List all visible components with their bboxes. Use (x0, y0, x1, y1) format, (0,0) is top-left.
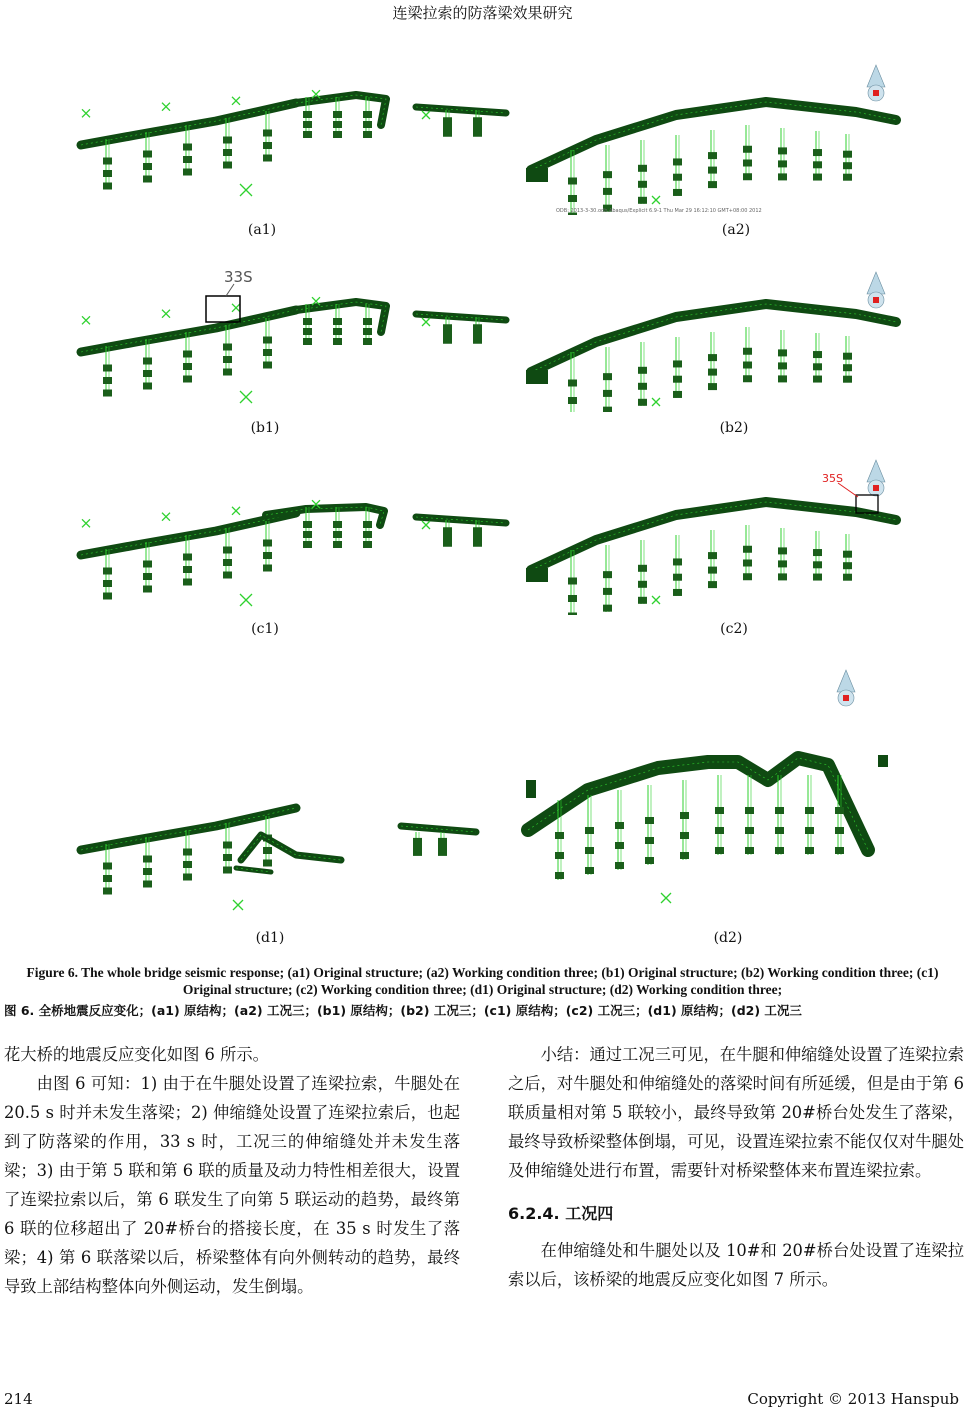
pier-block (745, 847, 754, 854)
pier-block (843, 551, 852, 558)
pier-block (143, 561, 152, 568)
pier-block (473, 337, 482, 344)
pier-block (473, 331, 482, 338)
bridge-model-a2 (516, 55, 906, 215)
pier-block (843, 162, 852, 169)
support-marker (162, 513, 170, 521)
pier-block (615, 842, 624, 849)
pier-block (223, 547, 232, 554)
pier-block (363, 328, 372, 335)
copyright-notice: Copyright © 2013 Hanspub (747, 1390, 959, 1408)
pier-block (673, 574, 682, 581)
pier-block (835, 847, 844, 854)
pier-block (103, 888, 112, 895)
figure-caption-chinese: 图 6. 全桥地震反应变化；(a1) 原结构；(a2) 工况三；(b1) 原结构；(b2) 工况三；(c1) 原结构；(c2) 工况三；(d1) 原结构；(d2) 工况三 (4, 1003, 802, 1018)
pier-block (333, 121, 342, 128)
pier-block (303, 131, 312, 138)
pier-block (443, 324, 452, 331)
pier-block (778, 349, 787, 356)
pier-block (708, 552, 717, 559)
pier-block (813, 149, 822, 156)
pier-block (183, 861, 192, 868)
pier-block (805, 847, 814, 854)
pier-block (638, 181, 647, 188)
pier-block (103, 390, 112, 397)
pier-block (615, 822, 624, 829)
support-marker (232, 304, 240, 312)
pier-block (303, 541, 312, 548)
pier-block (263, 130, 272, 137)
pier-block (363, 131, 372, 138)
pier-block (183, 156, 192, 163)
pier-block (673, 589, 682, 596)
abutment (526, 568, 548, 582)
pier-block (843, 376, 852, 383)
pier-block (585, 827, 594, 834)
pier-block (673, 189, 682, 196)
pier-block (638, 399, 647, 406)
support-marker (240, 184, 252, 196)
pier-block (743, 160, 752, 167)
pier-block (363, 338, 372, 345)
pier-block (473, 527, 482, 534)
pier-block (673, 558, 682, 565)
paragraph: 由图 6 可知：1) 由于在牛腿处设置了连梁拉索，牛腿处在 20.5 s 时并未发生落梁；2) 伸缩缝处设置了连梁拉索后，也起到了防落梁的作用，33 s 时，工况三的伸缩缝处并未发生落梁；3) 由于第 5 联和第 6 联的质量及动力特性相差很大，设置了连梁拉索以后，第 6 联发生了向第 5 联运动的趋势，最终第 6 联的位移超出了 20#桥台的搭接长度，在 35 s 时发生了落梁；4) 第 6 联落梁以后，桥梁整体有向外侧转动的趋势，最终导致上部结构整体向外侧运动，发生倒塌。 (4, 1074, 460, 1296)
pier-block (183, 566, 192, 573)
pier-block (443, 337, 452, 344)
pier-block (333, 318, 342, 325)
pier-block (843, 562, 852, 569)
pier-block (103, 377, 112, 384)
pier-block (638, 197, 647, 204)
support-marker (233, 900, 243, 910)
pier-block (473, 130, 482, 137)
marker-leader-line (838, 483, 858, 497)
pier-block (263, 349, 272, 356)
pier-block (835, 827, 844, 834)
pier-block (143, 573, 152, 580)
figure-caption-english: Figure 6. The whole bridge seismic response; (a1) Original structure; (a2) Working condition three; (b1) Original structure; (b2) Working condition three; (c1) Original structure; (c2) Working condition three; (d1) Original structure; (d2) Working condition three; (26, 965, 939, 997)
pier-block (568, 380, 577, 387)
abutment (878, 755, 888, 767)
pier-block (835, 807, 844, 814)
pier-block (673, 391, 682, 398)
pier-block (708, 354, 717, 361)
pier-block (843, 353, 852, 360)
pier-block (708, 383, 717, 390)
pier-block (263, 142, 272, 149)
bridge-model-d2 (508, 650, 898, 920)
pier-block (363, 111, 372, 118)
pier-block (333, 338, 342, 345)
pier-block (143, 176, 152, 183)
bridge-deck (296, 302, 386, 332)
pier-block (183, 554, 192, 561)
pier-block (743, 173, 752, 180)
pier-block (103, 365, 112, 372)
pier-block (103, 170, 112, 177)
pier-block (813, 561, 822, 568)
pier-block (223, 344, 232, 351)
pier-block (263, 860, 272, 867)
section-heading: 6.2.4. 工况四 (508, 1204, 614, 1223)
paragraph: 小结：通过工况三可见，在牛腿和伸缩缝处设置了连梁拉索之后，对牛腿处和伸缩缝处的落梁时间有所延缓，但是由于第 6 联质量相对第 5 联较小，最终导致第 20#桥台处发生了落梁，最终导致桥梁整体倒塌，可见，设置连梁拉索不能仅仅对牛腿处及伸缩缝处进行布置，需要针对桥梁整体来布置连梁拉索。 (508, 1045, 964, 1180)
abutment (526, 168, 548, 182)
figure-panel-d2 (508, 650, 898, 920)
pier-block (443, 331, 452, 338)
pier-block (645, 817, 654, 824)
pier-block (143, 358, 152, 365)
view-axis-origin (873, 297, 879, 303)
odb-info-text: ODB: 2013-3-30.odb Abaqus/Explicit 6.9-1 Thu Mar 29 16:12:10 GMT+08:00 2012 (556, 208, 762, 214)
pier-block (443, 527, 452, 534)
abutment (526, 370, 548, 384)
support-marker (652, 196, 660, 204)
pier-block (263, 155, 272, 162)
figure-panel-c2 (516, 455, 906, 615)
pier-block (603, 390, 612, 397)
pier-block (223, 867, 232, 874)
bridge-deck (81, 808, 296, 850)
pier-block (708, 181, 717, 188)
pier-block (778, 375, 787, 382)
pier-block (603, 571, 612, 578)
figure-panel-c1 (66, 465, 510, 615)
pier-block (223, 572, 232, 579)
view-axis-triad (867, 272, 885, 294)
pier-block (585, 847, 594, 854)
pier-block (183, 579, 192, 586)
support-marker (232, 507, 240, 515)
pier-block (143, 868, 152, 875)
pier-block (813, 574, 822, 581)
pier-block (743, 560, 752, 567)
pier-block (638, 581, 647, 588)
pier-block (568, 397, 577, 404)
time-marker-33s: 33S (224, 268, 253, 286)
pier-block (303, 318, 312, 325)
abutment (526, 780, 536, 798)
pier-block (333, 111, 342, 118)
pier-block (778, 547, 787, 554)
pier-block (778, 573, 787, 580)
time-marker-35s: 35S (822, 472, 843, 485)
pier-block (143, 370, 152, 377)
pier-block (638, 383, 647, 390)
panel-label-c1: (c1) (251, 621, 279, 637)
pier-block (183, 144, 192, 151)
figure-panel-d1 (66, 800, 496, 920)
panel-label-c2: (c2) (720, 621, 748, 637)
pier-block (778, 173, 787, 180)
pier-block (473, 540, 482, 547)
support-marker (661, 893, 671, 903)
pier-block (615, 862, 624, 869)
pier-block (555, 852, 564, 859)
pier-block (813, 174, 822, 181)
pier-block (183, 849, 192, 856)
pier-block (743, 362, 752, 369)
pier-block (303, 328, 312, 335)
paragraph: 花大桥的地震反应变化如图 6 所示。 (4, 1045, 269, 1064)
pier-block (143, 586, 152, 593)
view-axis-origin (873, 90, 879, 96)
running-header: 连梁拉索的防落梁效果研究 (392, 4, 573, 22)
pier-block (743, 146, 752, 153)
figure-panel-a1 (66, 55, 510, 215)
pier-block (223, 842, 232, 849)
pier-block (778, 160, 787, 167)
pier-block (223, 149, 232, 156)
support-marker (232, 97, 240, 105)
pier-block (143, 163, 152, 170)
pier-block (708, 369, 717, 376)
pier-block (778, 560, 787, 567)
pier-block (673, 158, 682, 165)
pier-block (645, 837, 654, 844)
pier-block (263, 565, 272, 572)
pier-block (263, 847, 272, 854)
support-marker (162, 103, 170, 111)
pier-block (555, 832, 564, 839)
pier-block (363, 541, 372, 548)
panel-label-a2: (a2) (721, 222, 751, 238)
pier-block (775, 827, 784, 834)
pier-block (333, 531, 342, 538)
pier-block (333, 328, 342, 335)
pier-block (183, 169, 192, 176)
figure-panel-b1 (66, 262, 510, 412)
pier-block (223, 369, 232, 376)
pier-block (813, 161, 822, 168)
pier-block (443, 130, 452, 137)
pier-block (223, 137, 232, 144)
bridge-deck (528, 758, 868, 850)
pier-block (673, 376, 682, 383)
support-marker (82, 109, 90, 117)
pier-block (743, 375, 752, 382)
pier-block (813, 376, 822, 383)
pier-block (813, 363, 822, 370)
bridge-deck (531, 502, 896, 570)
bridge-deck (81, 310, 296, 352)
pier-block (303, 521, 312, 528)
pier-block (183, 351, 192, 358)
body-column-right (508, 1040, 964, 1294)
pier-block (223, 356, 232, 363)
pier-block (473, 124, 482, 131)
pier-block (263, 540, 272, 547)
pier-block (680, 832, 689, 839)
support-marker (162, 310, 170, 318)
pier-block (183, 363, 192, 370)
pier-block (645, 857, 654, 864)
pier-block (603, 171, 612, 178)
pier-block (568, 613, 577, 616)
bridge-model-c1 (66, 465, 510, 615)
panel-label-d2: (d2) (713, 930, 743, 946)
figure-panel-b2 (516, 262, 906, 412)
pier-block (585, 867, 594, 874)
pier-block (103, 875, 112, 882)
pier-block (103, 863, 112, 870)
pier-block (743, 348, 752, 355)
figure-panel-a2 (516, 55, 906, 215)
pier-block (603, 188, 612, 195)
pier-block (103, 580, 112, 587)
bridge-deck (241, 835, 341, 860)
support-marker (82, 316, 90, 324)
pier-block (673, 174, 682, 181)
paragraph: 在伸缩缝处和牛腿处以及 10#和 20#桥台处设置了连梁拉索以后，该桥梁的地震反应变化如图 7 所示。 (508, 1241, 964, 1289)
pier-block (303, 111, 312, 118)
pier-block (603, 373, 612, 380)
page-number: 214 (4, 1390, 33, 1408)
pier-block (333, 541, 342, 548)
pier-block (183, 376, 192, 383)
pier-block (745, 807, 754, 814)
pier-block (778, 147, 787, 154)
support-marker (422, 111, 430, 119)
bridge-model-b2 (516, 262, 906, 412)
pier-block (555, 872, 564, 879)
pier-block (708, 567, 717, 574)
pier-block (638, 565, 647, 572)
pier-block (603, 605, 612, 612)
bridge-model-b1 (66, 262, 510, 412)
pier-block (745, 827, 754, 834)
pier-block (183, 874, 192, 881)
pier-block (103, 183, 112, 190)
pier-block (805, 807, 814, 814)
pier-block (778, 362, 787, 369)
support-marker (422, 521, 430, 529)
body-column-left (4, 1040, 460, 1301)
pier-block (743, 546, 752, 553)
pier-block (103, 593, 112, 600)
pier-block (603, 588, 612, 595)
pier-block (775, 807, 784, 814)
pier-block (715, 847, 724, 854)
pier-block (333, 521, 342, 528)
bridge-deck (81, 103, 296, 145)
pier-block (438, 849, 447, 856)
pier-block (363, 531, 372, 538)
bridge-deck (531, 102, 896, 170)
pier-block (843, 174, 852, 181)
pier-block (805, 827, 814, 834)
pier-block (303, 338, 312, 345)
pier-block (363, 121, 372, 128)
pier-block (843, 574, 852, 581)
bridge-model-c2 (516, 455, 906, 615)
pier-block (103, 568, 112, 575)
pier-block (223, 559, 232, 566)
pier-block (813, 549, 822, 556)
pier-block (263, 552, 272, 559)
pier-block (708, 581, 717, 588)
pier-block (143, 881, 152, 888)
pier-block (443, 117, 452, 124)
pier-block (843, 151, 852, 158)
pier-block (363, 318, 372, 325)
pier-block (443, 124, 452, 131)
panel-label-b2: (b2) (719, 420, 749, 436)
pier-block (223, 854, 232, 861)
support-marker (652, 398, 660, 406)
pier-block (473, 324, 482, 331)
support-marker (82, 519, 90, 527)
pier-block (473, 117, 482, 124)
pier-block (680, 852, 689, 859)
pier-block (443, 540, 452, 547)
pier-block (303, 121, 312, 128)
pier-block (603, 407, 612, 412)
view-axis-origin (873, 485, 879, 491)
pier-block (143, 383, 152, 390)
pier-block (568, 178, 577, 185)
pier-block (715, 807, 724, 814)
pier-block (413, 849, 422, 856)
view-axis-triad (837, 670, 855, 692)
pier-block (303, 531, 312, 538)
pier-block (333, 131, 342, 138)
support-marker (422, 318, 430, 326)
pier-block (775, 847, 784, 854)
bridge-deck (81, 513, 296, 555)
pier-block (263, 362, 272, 369)
pier-block (568, 595, 577, 602)
support-marker (240, 594, 252, 606)
pier-block (638, 165, 647, 172)
pier-block (143, 856, 152, 863)
pier-block (143, 151, 152, 158)
bridge-deck (296, 95, 386, 125)
view-axis-triad (867, 65, 885, 87)
pier-block (363, 521, 372, 528)
panel-label-b1: (b1) (250, 420, 280, 436)
pier-block (638, 367, 647, 374)
pier-block (715, 827, 724, 834)
bridge-model-a1 (66, 55, 510, 215)
view-axis-origin (843, 695, 849, 701)
support-marker (652, 596, 660, 604)
pier-block (680, 812, 689, 819)
panel-label-d1: (d1) (255, 930, 285, 946)
pier-block (443, 534, 452, 541)
pier-block (473, 534, 482, 541)
pier-block (568, 578, 577, 585)
panel-label-a1: (a1) (247, 222, 277, 238)
pier-block (103, 158, 112, 165)
pier-block (813, 351, 822, 358)
support-marker (240, 391, 252, 403)
view-axis-triad (867, 460, 885, 482)
pier-block (673, 360, 682, 367)
pier-block (638, 597, 647, 604)
pier-block (843, 364, 852, 371)
pier-block (263, 337, 272, 344)
pier-block (223, 162, 232, 169)
bridge-model-d1 (66, 800, 496, 920)
pier-block (708, 152, 717, 159)
bridge-deck (531, 304, 896, 372)
pier-block (743, 573, 752, 580)
pier-block (568, 195, 577, 202)
pier-block (708, 167, 717, 174)
